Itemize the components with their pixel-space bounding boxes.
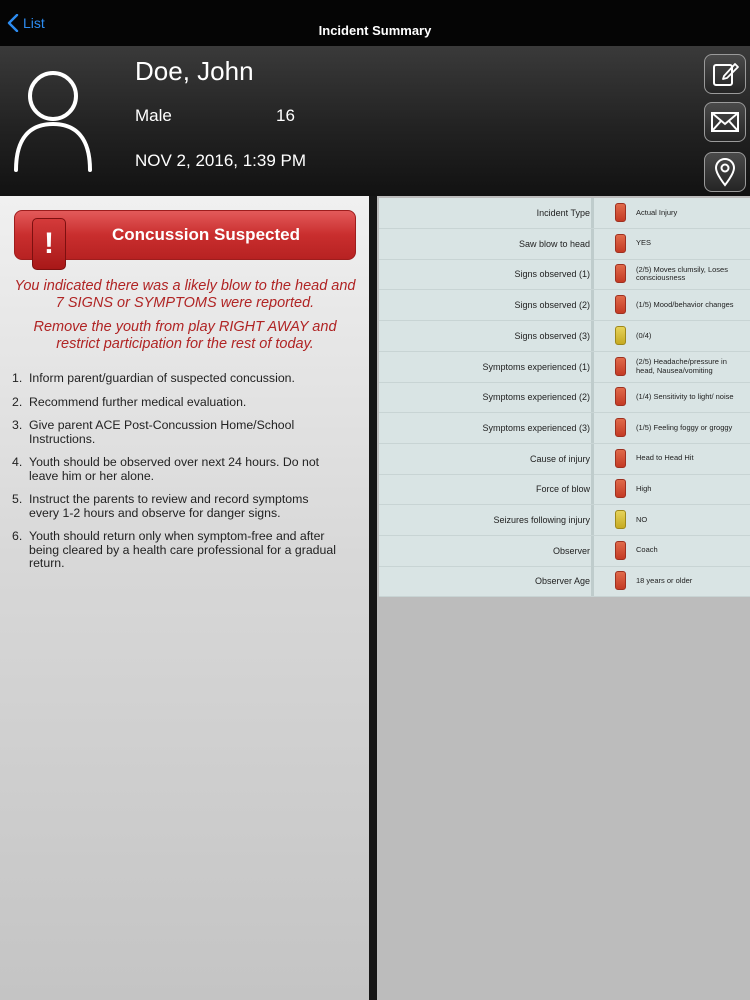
list-item xyxy=(12,530,342,571)
row-label: Symptoms experienced (2) xyxy=(482,392,590,403)
row-label: Symptoms experienced (1) xyxy=(482,361,590,372)
row-label: Signs observed (3) xyxy=(514,330,590,341)
row-label: Signs observed (1) xyxy=(514,269,590,280)
red-status-indicator xyxy=(615,234,626,253)
yellow-status-indicator xyxy=(615,326,626,345)
page-title: Incident Summary xyxy=(318,23,432,38)
table-row xyxy=(379,382,750,413)
row-label: Incident Type xyxy=(536,208,590,218)
red-status-indicator xyxy=(615,357,626,376)
incident-datetime: NOV 2, 2016, 1:39 PM xyxy=(135,151,307,170)
alert-title: Concussion Suspected xyxy=(112,225,300,244)
step-number: 6. xyxy=(12,529,23,543)
step-text: Instruct the parents to review and record symptoms every 1-2 hours and observe for danger signs. xyxy=(29,492,309,520)
table-row xyxy=(379,321,750,352)
location-pin-icon xyxy=(710,157,740,187)
table-row xyxy=(379,290,750,321)
row-value: (1/5) Mood/behavior changes xyxy=(636,299,734,309)
edit-button[interactable] xyxy=(704,54,746,94)
row-value: NO xyxy=(636,514,648,524)
row-label: Observer xyxy=(552,545,590,556)
row-separator xyxy=(591,229,594,259)
row-value: Head to Head Hit xyxy=(636,453,694,463)
patient-sex: Male xyxy=(135,106,172,125)
location-button[interactable] xyxy=(704,152,746,192)
step-text: Give parent ACE Post-Concussion Home/School Instructions. xyxy=(29,418,295,446)
row-separator xyxy=(591,413,594,443)
step-number: 5. xyxy=(12,492,23,506)
row-value: Coach xyxy=(636,545,658,555)
red-status-indicator xyxy=(615,264,626,283)
row-value: (1/5) Feeling foggy or groggy xyxy=(636,422,733,432)
list-item xyxy=(12,456,342,483)
instructions-panel xyxy=(0,196,369,1000)
yellow-status-indicator xyxy=(615,510,626,529)
summary-table xyxy=(379,198,750,597)
red-status-indicator xyxy=(615,541,626,560)
red-status-indicator xyxy=(615,418,626,437)
red-status-indicator xyxy=(615,449,626,468)
panel-divider xyxy=(369,196,377,1000)
table-row xyxy=(379,259,750,290)
patient-name: Doe, John xyxy=(135,56,254,86)
list-item xyxy=(12,372,342,386)
row-value: Actual Injury xyxy=(636,207,678,217)
row-value: (0/4) xyxy=(636,330,652,340)
table-row xyxy=(379,566,750,597)
step-text: Youth should return only when symptom-free and after being cleared by a health care professional for a gradual return. xyxy=(29,529,336,570)
table-row xyxy=(379,198,750,229)
row-value: High xyxy=(636,484,652,494)
alert-message-remove: Remove the youth from play RIGHT AWAY and restrict participation for the rest of today. xyxy=(33,319,337,352)
row-value: (2/5) Moves clumsily, Loses consciousness xyxy=(636,264,728,283)
row-value: (2/5) Headache/pressure in head, Nausea/vomiting xyxy=(636,357,727,375)
person-icon xyxy=(12,66,94,174)
email-button[interactable] xyxy=(704,102,746,142)
list-item xyxy=(12,419,342,446)
row-value: 18 years or older xyxy=(636,576,693,586)
row-separator xyxy=(591,536,594,566)
row-separator xyxy=(591,505,594,535)
red-status-indicator xyxy=(615,387,626,406)
table-row xyxy=(379,444,750,475)
navigation-bar xyxy=(0,0,750,46)
step-text: Youth should be observed over next 24 hours. Do not leave him or her alone. xyxy=(29,455,320,483)
step-number: 4. xyxy=(12,455,23,469)
table-row xyxy=(379,413,750,444)
step-text: Inform parent/guardian of suspected concussion. xyxy=(29,371,295,385)
step-number: 1. xyxy=(12,371,23,385)
list-item xyxy=(12,396,342,410)
step-text: Recommend further medical evaluation. xyxy=(29,394,247,409)
edit-icon xyxy=(710,59,740,89)
row-label: Signs observed (2) xyxy=(514,300,590,311)
row-label: Seizures following injury xyxy=(493,515,590,525)
red-status-indicator xyxy=(615,295,626,314)
row-separator xyxy=(591,382,594,412)
patient-header xyxy=(0,46,750,196)
red-status-indicator xyxy=(615,571,626,590)
table-row xyxy=(379,536,750,567)
row-label: Symptoms experienced (3) xyxy=(482,422,590,433)
back-button-label: List xyxy=(23,15,45,31)
row-label: Cause of injury xyxy=(529,453,590,464)
row-value: YES xyxy=(636,238,652,248)
alert-icon xyxy=(32,218,66,270)
alert-icon-glyph: ! xyxy=(44,227,54,260)
row-separator xyxy=(591,290,594,320)
steps-list xyxy=(12,372,342,581)
red-status-indicator xyxy=(615,479,626,498)
row-separator xyxy=(591,198,594,228)
row-separator xyxy=(591,474,594,504)
row-label: Observer Age xyxy=(534,576,590,587)
row-label: Saw blow to head xyxy=(518,238,590,249)
row-separator xyxy=(591,444,594,474)
list-item xyxy=(12,493,342,520)
table-row xyxy=(379,229,750,260)
step-number: 3. xyxy=(12,418,23,432)
row-label: Force of blow xyxy=(535,484,590,495)
row-separator xyxy=(591,321,594,351)
table-row xyxy=(379,352,750,383)
alert-message-blow: You indicated there was a likely blow to the head and 7 SIGNS or SYMPTOMS were reported. xyxy=(14,278,356,311)
red-status-indicator xyxy=(615,203,626,222)
row-separator xyxy=(591,352,594,382)
row-separator xyxy=(591,259,594,289)
row-value: (1/4) Sensitivity to light/ noise xyxy=(636,391,734,401)
patient-age: 16 xyxy=(276,106,295,125)
row-separator xyxy=(591,566,594,596)
mail-icon xyxy=(710,107,740,137)
step-number: 2. xyxy=(12,394,23,409)
summary-panel xyxy=(377,196,750,1000)
table-row xyxy=(379,474,750,505)
table-row xyxy=(379,505,750,536)
